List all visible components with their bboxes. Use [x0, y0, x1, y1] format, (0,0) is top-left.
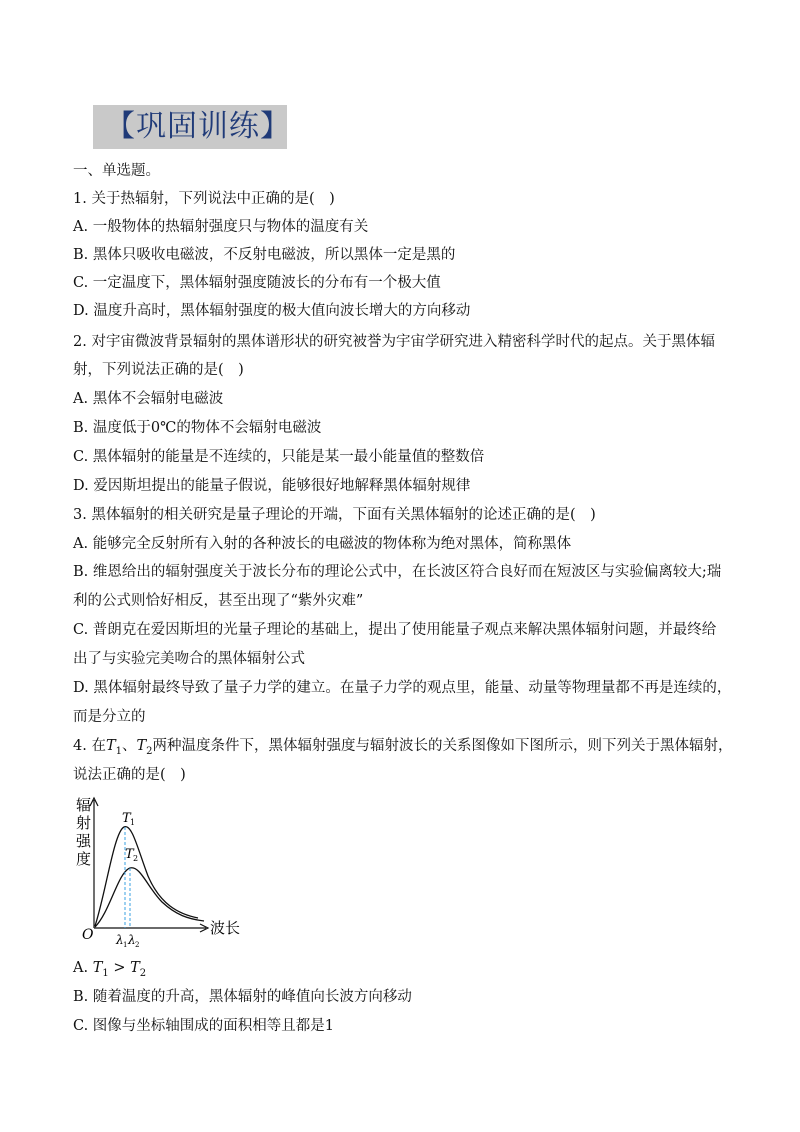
q4-stem-sub2: 2: [146, 745, 153, 757]
lambda2-label: λ: [128, 933, 136, 947]
q4-stem-line1: [73, 736, 733, 762]
curve2-label: T: [125, 847, 134, 862]
curve1-label: T: [122, 811, 131, 826]
q4-option-a-prefix: A.: [73, 960, 93, 976]
q4-stem-sub1: 1: [115, 745, 122, 757]
q1-stem: 1. 关于热辐射，下列说法中正确的是( ): [73, 191, 335, 207]
q1-option-c: C. 一定温度下，黑体辐射强度随波长的分布有一个极大值: [73, 275, 441, 291]
y-label-char-3: 强: [76, 832, 92, 850]
section-heading-box: [93, 105, 291, 149]
q4-option-a-t1: T: [92, 960, 103, 976]
curve-t2: [95, 868, 204, 927]
lambda1-label: λ: [116, 933, 124, 947]
q4-stem-t2: T: [136, 738, 147, 754]
origin-label: O: [82, 927, 94, 943]
q3-option-c-line2: 出了与实验完美吻合的黑体辐射公式: [73, 651, 305, 667]
q4-option-a-t2: T: [130, 960, 140, 976]
x-axis-label: 波长: [210, 919, 241, 937]
q2-stem-line1: 2. 对宇宙微波背景辐射的黑体谱形状的研究被誉为宇宙学研究进入精密科学时代的起点。关于黑体辐: [73, 334, 715, 350]
lambda1-label-sub: 1: [123, 941, 128, 949]
curve1-label-sub: 1: [130, 818, 136, 827]
q3-option-b-line1: B. 维恩给出的辐射强度关于波长分布的理论公式中，在长波区符合良好而在短波区与实验偏离较大;瑞: [73, 564, 722, 580]
y-label-char-1: 辐: [76, 796, 92, 814]
q2-option-d: D. 爱因斯坦提出的能量子假说，能够很好地解释黑体辐射规律: [73, 478, 471, 494]
q1-option-a: A. 一般物体的热辐射强度只与物体的温度有关: [73, 219, 369, 235]
blackbody-radiation-figure: [70, 792, 260, 952]
q4-stem-line2: 说法正确的是( ): [73, 767, 186, 783]
blackbody-graph: [70, 792, 260, 952]
q3-option-d-line1: D. 黑体辐射最终导致了量子力学的建立。在量子力学的观点里，能量、动量等物理量都不再是连续的，: [73, 680, 732, 696]
section-title: 一、单选题。: [73, 163, 160, 179]
q4-option-b: B. 随着温度的升高，黑体辐射的峰值向长波方向移动: [73, 989, 412, 1005]
lambda2-label-sub: 2: [135, 941, 140, 949]
q1-option-b: B. 黑体只吸收电磁波，不反射电磁波，所以黑体一定是黑的: [73, 247, 456, 263]
q1-option-d: D. 温度升高时，黑体辐射强度的极大值向波长增大的方向移动: [73, 303, 471, 319]
q4-option-c: C. 图像与坐标轴围成的面积相等且都是1: [73, 1018, 335, 1034]
q2-option-c: C. 黑体辐射的能量是不连续的，只能是某一最小能量值的整数倍: [73, 449, 485, 465]
q4-stem-prefix: 4. 在: [73, 738, 106, 754]
q3-option-d-line2: 而是分立的: [73, 709, 146, 725]
q2-option-a: A. 黑体不会辐射电磁波: [73, 391, 224, 407]
q2-option-b: B. 温度低于0℃的物体不会辐射电磁波: [73, 420, 322, 436]
y-label-char-4: 度: [76, 850, 92, 868]
q3-option-a: A. 能够完全反射所有入射的各种波长的电磁波的物体称为绝对黑体，简称黑体: [73, 536, 572, 552]
q3-stem: 3. 黑体辐射的相关研究是量子理论的开端，下面有关黑体辐射的论述正确的是( ): [73, 507, 596, 523]
q4-option-a-gt: >: [108, 960, 131, 976]
q3-option-b-line2: 利的公式则恰好相反，甚至出现了“紫外灾难”: [73, 593, 364, 609]
q4-stem-t1: T: [105, 738, 116, 754]
q4-option-a-s1: 1: [102, 967, 109, 979]
section-heading: 【巩固训练】: [105, 109, 291, 144]
curve2-label-sub: 2: [133, 854, 139, 863]
q3-option-c-line1: C. 普朗克在爱因斯坦的光量子理论的基础上，提出了使用能量子观点来解决黑体辐射问题，并最终给: [73, 622, 717, 638]
q2-stem-line2: 射，下列说法正确的是( ): [73, 362, 244, 378]
q4-stem-sep: 、: [122, 738, 137, 754]
curve-t1: [95, 827, 198, 926]
q4-option-a: [73, 958, 146, 984]
q4-stem-rest: 两种温度条件下，黑体辐射强度与辐射波长的关系图像如下图所示，则下列关于黑体辐射，: [152, 738, 733, 754]
q4-option-a-s2: 2: [139, 967, 147, 979]
y-label-char-2: 射: [76, 814, 92, 832]
